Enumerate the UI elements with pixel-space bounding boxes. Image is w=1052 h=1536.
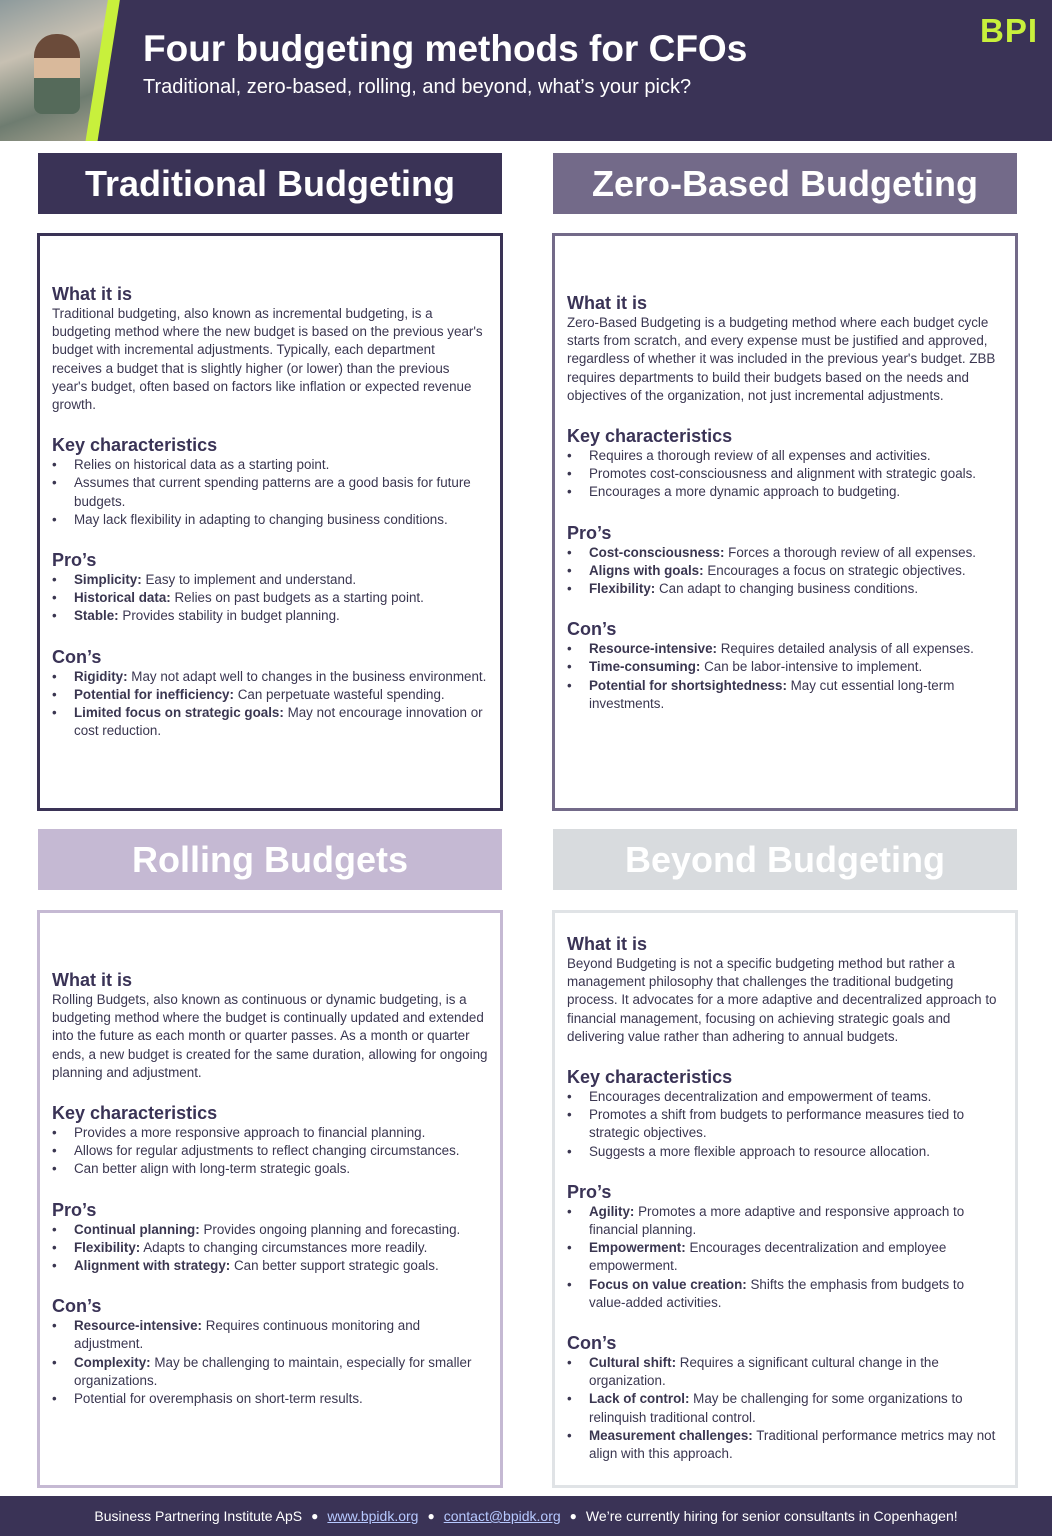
pros-section	[52, 550, 488, 626]
footer-hiring: We’re currently hiring for senior consultants in Copenhagen!	[585, 1508, 958, 1524]
cons-section	[567, 619, 1003, 713]
item-term: Stable:	[74, 608, 119, 624]
list-item: • May lack flexibility in adapting to changing business conditions.	[52, 511, 488, 529]
cons-section	[52, 647, 488, 741]
characteristics-heading: Key characteristics	[52, 1103, 218, 1124]
item-desc: Provides stability in budget planning.	[122, 608, 340, 624]
item-term: Flexibility:	[589, 581, 656, 597]
list-item	[567, 1427, 1003, 1463]
footer	[0, 1496, 1052, 1536]
item-term: Lack of control:	[589, 1391, 690, 1407]
pros-heading: Pro’s	[52, 1199, 97, 1220]
pros-heading: Pro’s	[52, 550, 97, 571]
cons-section	[52, 1296, 488, 1408]
list-item: • Relies on historical data as a starting point.	[52, 456, 488, 474]
list-item	[567, 580, 1003, 598]
list-item	[52, 1257, 488, 1275]
cons-heading: Con’s	[52, 646, 102, 667]
characteristics-list	[52, 456, 488, 529]
cons-list	[52, 1317, 488, 1408]
item-term: Limited focus on strategic goals:	[74, 705, 284, 721]
card-traditional	[37, 233, 503, 811]
list-item: • Requires a thorough review of all expenses and activities.	[567, 447, 1003, 465]
list-item	[567, 1276, 1003, 1312]
list-item: • Promotes a shift from budgets to performance measures tied to strategic objectives.	[567, 1106, 1003, 1142]
list-item	[52, 668, 488, 686]
list-item: • Promotes cost-consciousness and alignment with strategic goals.	[567, 465, 1003, 483]
what-text: Traditional budgeting, also known as incremental budgeting, is a budgeting method where the new budget is based on the previous year's budget with incremental adjustments. Typically, each department receives a budget that is slightly higher (or lower) than the previous year's budget, often based on factors like inflation or expected revenue growth.	[52, 306, 483, 413]
what-section	[567, 293, 1003, 405]
list-item: • Provides a more responsive approach to financial planning.	[52, 1124, 488, 1142]
separator-dot: ●	[569, 1509, 577, 1523]
item-term: Empowerment:	[589, 1240, 686, 1256]
cons-list	[52, 668, 488, 741]
pros-list	[567, 1203, 1003, 1312]
characteristics-list	[567, 1088, 1003, 1161]
characteristics-section	[567, 426, 1003, 502]
card-beyond	[552, 910, 1018, 1488]
banner-rolling: Rolling Budgets	[38, 829, 502, 890]
website-link[interactable]: www.bpidk.org	[327, 1508, 419, 1524]
list-item: • Allows for regular adjustments to reflect changing circumstances.	[52, 1142, 488, 1160]
item-desc: Promotes a more adaptive and responsive approach to financial planning.	[589, 1203, 965, 1238]
pros-list	[52, 571, 488, 626]
header	[0, 0, 1052, 141]
item-term: Continual planning:	[74, 1221, 200, 1237]
list-item	[52, 607, 488, 625]
item-term: Potential for shortsightedness:	[589, 677, 787, 693]
email-link[interactable]: contact@bpidk.org	[443, 1508, 561, 1524]
pros-heading: Pro’s	[567, 522, 612, 543]
list-item	[567, 640, 1003, 658]
list-item: • Encourages decentralization and empowerment of teams.	[567, 1088, 1003, 1106]
item-desc: Encourages decentralization and employee empowerment.	[589, 1240, 947, 1274]
separator-dot: ●	[311, 1509, 319, 1523]
item-term: Agility:	[589, 1203, 635, 1219]
what-heading: What it is	[52, 284, 132, 304]
banner-beyond: Beyond Budgeting	[553, 829, 1017, 890]
footer-company: Business Partnering Institute ApS	[94, 1508, 303, 1524]
item-term: Aligns with goals:	[589, 562, 704, 578]
item-desc: May be challenging for some organizations to relinquish traditional control.	[589, 1391, 963, 1425]
page-title: Four budgeting methods for CFOs	[143, 28, 748, 69]
card-zero-based	[552, 233, 1018, 811]
list-item	[567, 658, 1003, 676]
item-term: Simplicity:	[74, 572, 142, 588]
item-term: Flexibility:	[74, 1239, 141, 1255]
cons-heading: Con’s	[52, 1296, 102, 1317]
item-term: Cultural shift:	[589, 1355, 677, 1371]
item-desc: Relies on past budgets as a starting point.	[174, 590, 424, 606]
banner-traditional: Traditional Budgeting	[38, 153, 502, 214]
item-desc: May be challenging to maintain, especially for smaller organizations.	[74, 1354, 472, 1388]
banner-zero-based: Zero-Based Budgeting	[553, 153, 1017, 214]
what-section	[52, 970, 488, 1082]
pros-list	[567, 544, 1003, 599]
characteristics-section	[567, 1067, 1003, 1161]
characteristics-list	[567, 447, 1003, 502]
list-item: • Potential for overemphasis on short-term results.	[52, 1390, 488, 1408]
card-rolling	[37, 910, 503, 1488]
what-heading: What it is	[567, 934, 647, 954]
what-text: Beyond Budgeting is not a specific budgeting method but rather a management philosophy that challenges the traditional budgeting process. It advocates for a more adaptive and decentralized approach to financial management, focusing on achieving strategic goals and delivering value rather than adhering to annual budgets.	[567, 956, 997, 1044]
pros-heading: Pro’s	[567, 1181, 612, 1202]
item-desc: Encourages a focus on strategic objectives.	[707, 562, 966, 578]
cons-section	[567, 1333, 1003, 1463]
item-desc: Traditional performance metrics may not align with this approach.	[589, 1427, 996, 1462]
item-desc: Requires continuous monitoring and adjustment.	[74, 1318, 421, 1352]
item-term: Potential for inefficiency:	[74, 686, 234, 702]
characteristics-list	[52, 1124, 488, 1179]
characteristics-section	[52, 1103, 488, 1179]
characteristics-heading: Key characteristics	[567, 1067, 733, 1088]
list-item	[567, 1203, 1003, 1239]
list-item: • Suggests a more flexible approach to resource allocation.	[567, 1143, 1003, 1161]
what-heading: What it is	[567, 293, 647, 313]
item-desc: Can adapt to changing business conditions.	[658, 581, 919, 597]
separator-dot: ●	[427, 1509, 435, 1523]
item-desc: Provides ongoing planning and forecasting.	[203, 1221, 461, 1237]
item-desc: Requires detailed analysis of all expenses.	[720, 641, 974, 657]
item-term: Alignment with strategy:	[74, 1258, 231, 1274]
item-desc: Can better support strategic goals.	[233, 1258, 439, 1274]
pros-section	[567, 523, 1003, 599]
list-item: • Encourages a more dynamic approach to budgeting.	[567, 483, 1003, 501]
list-item	[567, 1354, 1003, 1390]
list-item: • Assumes that current spending patterns are a good basis for future budgets.	[52, 474, 488, 510]
list-item	[567, 1239, 1003, 1275]
item-desc: Forces a thorough review of all expenses.	[728, 544, 977, 560]
item-desc: Easy to implement and understand.	[145, 572, 357, 588]
item-desc: May cut essential long-term investments.	[589, 677, 955, 711]
item-desc: Can be labor-intensive to implement.	[704, 659, 923, 675]
characteristics-section	[52, 435, 488, 529]
cons-list	[567, 640, 1003, 713]
item-term: Cost-consciousness:	[589, 544, 725, 560]
list-item	[567, 677, 1003, 713]
item-term: Rigidity:	[74, 668, 128, 684]
item-desc: Requires a significant cultural change in the organization.	[589, 1355, 939, 1389]
characteristics-heading: Key characteristics	[567, 426, 733, 447]
what-heading: What it is	[52, 970, 132, 990]
item-desc: May not encourage innovation or cost reduction.	[74, 705, 483, 739]
what-section	[567, 934, 1003, 1046]
bpi-logo: BPI	[980, 12, 1039, 49]
item-term: Historical data:	[74, 590, 171, 606]
pros-section	[52, 1200, 488, 1276]
item-desc: Can perpetuate wasteful spending.	[237, 686, 445, 702]
pros-section	[567, 1182, 1003, 1312]
item-term: Focus on value creation:	[589, 1276, 747, 1292]
list-item	[52, 1221, 488, 1239]
list-item	[52, 571, 488, 589]
list-item	[52, 589, 488, 607]
item-desc: May not adapt well to changes in the business environment.	[131, 668, 487, 684]
what-text: Zero-Based Budgeting is a budgeting method where each budget cycle starts from scratch, and every expense must be justified and approved, regardless of whether it was included in the previous year's budget. ZBB requires departments to build their budgets based on the needs and objectives of the organization, not just incremental adjustments.	[567, 315, 996, 403]
list-item	[52, 686, 488, 704]
list-item	[567, 1390, 1003, 1426]
item-term: Complexity:	[74, 1354, 151, 1370]
list-item	[52, 1354, 488, 1390]
item-term: Time-consuming:	[589, 659, 701, 675]
list-item	[567, 562, 1003, 580]
what-text: Rolling Budgets, also known as continuous or dynamic budgeting, is a budgeting method where the budget is continually updated and extended into the future as each month or quarter passes. As a month or quarter ends, a new budget is created for the same duration, allowing for ongoing planning and adjustment.	[52, 992, 488, 1080]
list-item	[52, 704, 488, 740]
item-term: Measurement challenges:	[589, 1427, 753, 1443]
cons-heading: Con’s	[567, 1333, 617, 1354]
list-item	[52, 1317, 488, 1353]
item-desc: Adapts to changing circumstances more readily.	[143, 1239, 428, 1255]
item-desc: Shifts the emphasis from budgets to value-added activities.	[589, 1276, 965, 1310]
list-item	[567, 544, 1003, 562]
person-figure	[34, 34, 80, 114]
cons-list	[567, 1354, 1003, 1463]
list-item	[52, 1239, 488, 1257]
characteristics-heading: Key characteristics	[52, 435, 218, 456]
page-subtitle: Traditional, zero-based, rolling, and beyond, what’s your pick?	[143, 76, 692, 98]
cons-heading: Con’s	[567, 619, 617, 640]
what-section	[52, 284, 488, 414]
pros-list	[52, 1221, 488, 1276]
item-term: Resource-intensive:	[74, 1318, 202, 1334]
list-item: • Can better align with long-term strategic goals.	[52, 1160, 488, 1178]
item-term: Resource-intensive:	[589, 641, 717, 657]
